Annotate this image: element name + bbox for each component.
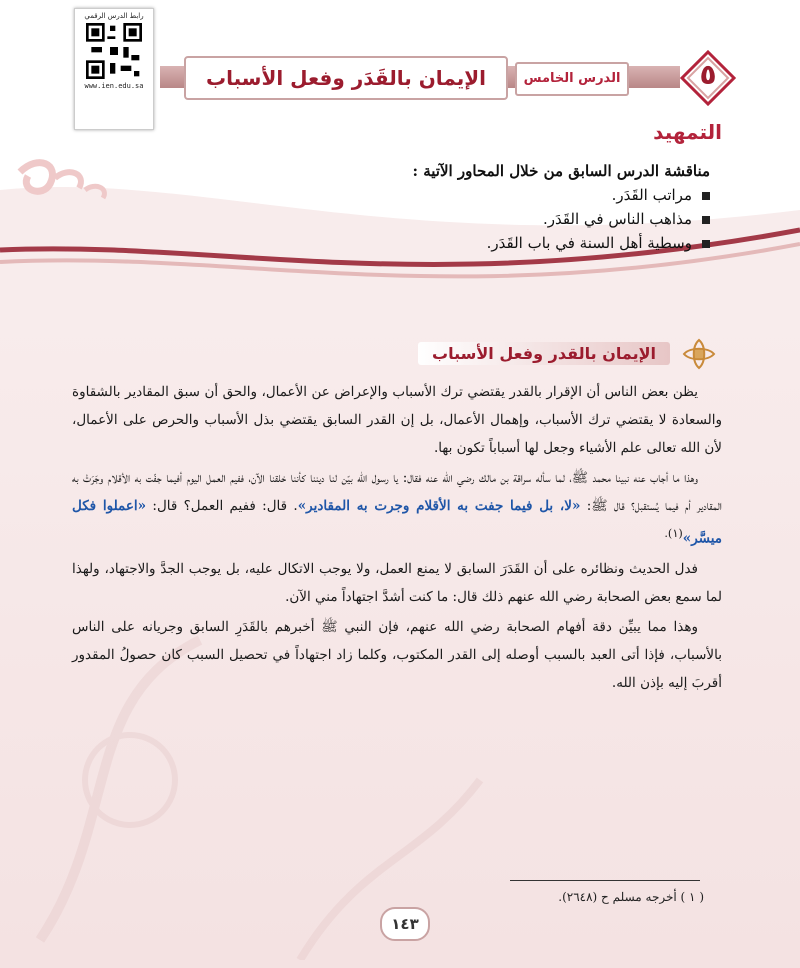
bullet-square-icon — [702, 216, 710, 224]
intro-list — [230, 186, 710, 252]
qr-url: www.ien.edu.sa — [84, 82, 144, 90]
floral-ornament-icon — [680, 338, 718, 370]
list-item-text: وسطية أهل السنة في باب القَدَر. — [486, 234, 692, 252]
lesson-body — [72, 378, 722, 699]
footnote: ( ١ ) أخرجه مسلم ح (٢٦٤٨). — [558, 890, 704, 904]
hadith-quote: «لا، بل فيما جفت به الأقلام وجرت به المقادير» — [297, 498, 581, 514]
intro-heading: التمهيد — [653, 120, 722, 144]
paragraph-text: وهذا ما أجاب عنه نبينا محمد ﷺ، لما سأله سراقة بن مالك رضي الله عنه فقال: يا رسول الله بيّن لنا ديننا كأننا خلقنا الآن، ففيم العمل اليوم أفيما جفّت به الأقلام وجَرَتْ به المقادير أم فيما يُستقبل؟ قال ﷺ: — [72, 470, 722, 514]
list-item-text: مراتب القَدَر. — [611, 186, 692, 204]
intro-section — [230, 162, 710, 258]
lesson-number: ٥ — [699, 58, 717, 91]
paragraph — [72, 464, 722, 553]
bullet-square-icon — [702, 240, 710, 248]
lesson-title: الإيمان بالقَدَر وفعل الأسباب — [184, 56, 508, 100]
paragraph: فدل الحديث ونظائره على أن القَدَرَ السابق لا يمنع العمل، ولا يوجب الاتكال عليه، بل يوجب الجدَّ والاجتهاد، ولهذا لما سمع بعض الصحابة رضي الله عنهم ذلك قال: ما كنت أشدَّ اجتهاداً مني الآن. — [72, 560, 722, 605]
paragraph-text: . قال: ففيم العمل؟ قال: — [146, 498, 298, 514]
digital-lesson-qr[interactable] — [74, 8, 154, 130]
qr-code-icon — [86, 23, 142, 79]
intro-lead: مناقشة الدرس السابق من خلال المحاور الآتية : — [412, 162, 710, 180]
list-item — [230, 210, 710, 228]
list-item-text: مذاهب الناس في القَدَر. — [542, 210, 692, 228]
section-title: الإيمان بالقدر وفعل الأسباب — [418, 342, 670, 365]
lesson-header — [160, 48, 736, 108]
lesson-label: الدرس الخامس — [515, 62, 629, 96]
qr-caption: رابط الدرس الرقمي — [84, 12, 144, 20]
footnote-divider — [510, 880, 700, 881]
list-item — [230, 186, 710, 204]
paragraph: وهذا مما يبيِّن دقة أفهام الصحابة رضي الله عنهم، فإن النبي ﷺ أخبرهم بالقَدَرِ السابق وجريانه على الناس بالأسباب، فإذا أتى العبد بالسبب أوصله إلى القدر المكتوب، وكلما زاد اجتهاداً في تحصيل السبب كان حصولُ المقدور أقربَ إليه بإذن الله. — [72, 618, 722, 691]
bullet-square-icon — [702, 192, 710, 200]
hadith-quote: «اعملوا فكل ميسَّر» — [72, 498, 722, 547]
footnote-ref[interactable]: (١). — [664, 527, 683, 540]
paragraph: يظن بعض الناس أن الإقرار بالقدر يقتضي ترك الأسباب والإعراض عن الأعمال، والحق أن سبق المقادير بالشقاوة والسعادة لا يقتضي ترك الأسباب، وإهمال الأعمال، بل إن القدر السابق يقتضي بذل الأسباب والحرص على الأعمال، لأن الله تعالى علم الأشياء وجعل لها أسباباً تكون بها. — [72, 384, 722, 456]
list-item — [230, 234, 710, 252]
page-number: ١٤٣ — [380, 907, 430, 941]
